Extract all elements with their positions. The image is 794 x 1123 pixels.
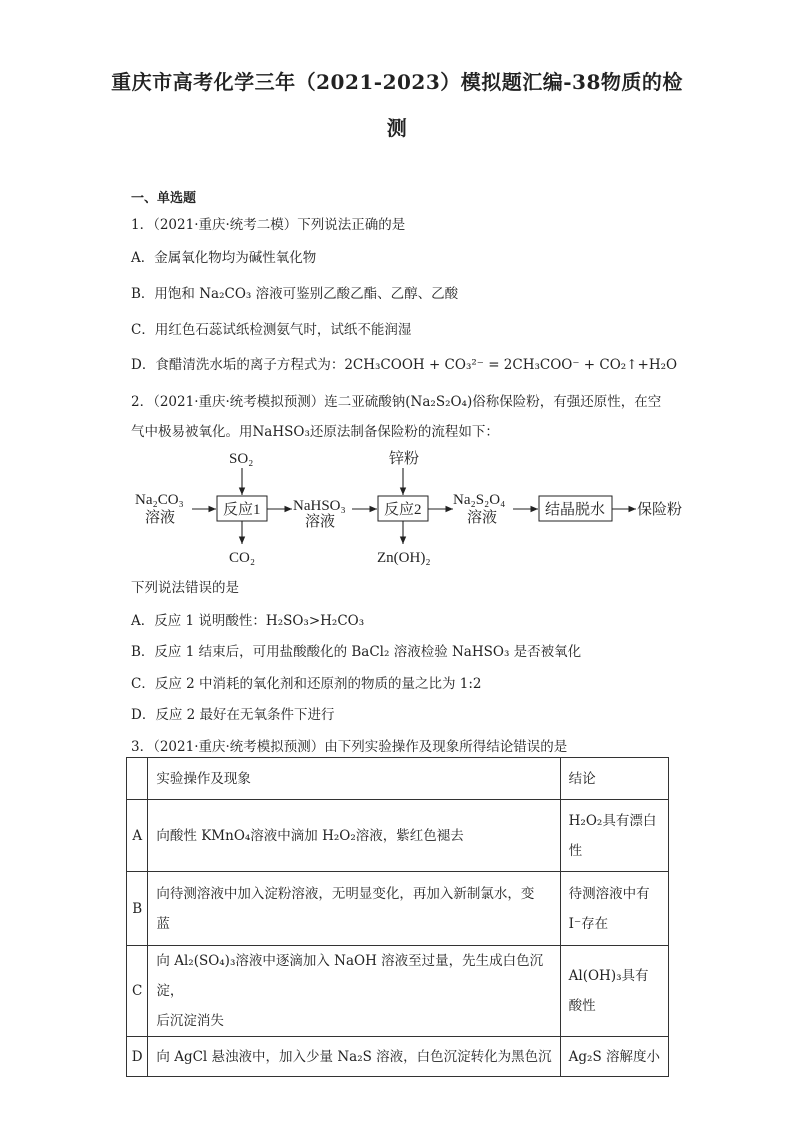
table-row xyxy=(127,872,669,946)
q1-option-a: A．金属氧化物均为碱性氧化物 xyxy=(131,250,317,266)
q2-stem-line2: 气中极易被氧化。用NaHSO₃还原法制备保险粉的流程如下： xyxy=(131,424,499,440)
q1-option-d: D．食醋清洗水垢的离子方程式为：2CH₃COOH + CO₃²⁻ = 2CH₃COO⁻ + CO₂↑+H₂O xyxy=(131,357,678,373)
q3-table xyxy=(126,757,669,1077)
q1-option-c: C．用红色石蕊试纸检测氨气时，试纸不能润湿 xyxy=(131,322,412,338)
row-conclusion-line1: Al(OH)₃具有 xyxy=(568,968,649,984)
q3-stem: 3．（2021·重庆·统考模拟预测）由下列实验操作及现象所得结论错误的是 xyxy=(131,739,568,755)
flow-box3-label: 结晶脱水 xyxy=(545,502,606,518)
process-flow-diagram xyxy=(130,446,690,570)
flow-mid1-top: NaHSO₃ xyxy=(293,498,346,514)
row-operation-line1: 向待测溶液中加入淀粉溶液，无明显变化，再加入新制氯水，变 xyxy=(156,885,535,902)
flow-start-bottom: 溶液 xyxy=(145,510,176,526)
flow-box2-output: Zn(OH)₂ xyxy=(377,550,431,566)
table-header-key xyxy=(127,758,148,800)
row-operation-line2: 蓝 xyxy=(156,915,170,932)
page-title-line2: 测 xyxy=(386,116,408,140)
q2-option-c: C．反应 2 中消耗的氧化剂和还原剂的物质的量之比为 1:2 xyxy=(131,676,482,692)
row-operation: 向 AgCl 悬浊液中，加入少量 Na₂S 溶液，白色沉淀转化为黑色沉 xyxy=(148,1037,560,1077)
row-operation-line1: 向 Al₂(SO₄)₃溶液中逐滴加入 NaOH 溶液至过量，先生成白色沉淀， xyxy=(156,953,544,999)
table-header-operation: 实验操作及现象 xyxy=(148,758,560,800)
flow-box1-output: CO₂ xyxy=(229,550,256,566)
table-header-row xyxy=(127,758,669,800)
row-conclusion-line2: 性 xyxy=(568,842,583,859)
row-conclusion xyxy=(560,946,668,1037)
flow-mid1-bottom: 溶液 xyxy=(305,514,336,530)
row-conclusion xyxy=(560,800,668,872)
row-conclusion-line2: I⁻存在 xyxy=(568,915,609,932)
table-row xyxy=(127,946,669,1037)
row-conclusion-line1: H₂O₂具有漂白 xyxy=(568,812,657,829)
row-conclusion-line1: 待测溶液中有 xyxy=(568,885,650,902)
q2-ask: 下列说法错误的是 xyxy=(131,580,239,596)
q2-option-d: D．反应 2 最好在无氧条件下进行 xyxy=(131,707,335,723)
flow-mid2-top: Na₂S₂O₄ xyxy=(453,492,506,508)
flow-box1-label: 反应1 xyxy=(223,502,261,518)
row-conclusion xyxy=(560,872,668,946)
flow-box2-input: 锌粉 xyxy=(389,451,420,467)
q2-option-b: B．反应 1 结束后，可用盐酸酸化的 BaCl₂ 溶液检验 NaHSO₃ 是否被氧化 xyxy=(131,644,582,660)
q2-stem-line1: 2．（2021·重庆·统考模拟预测）连二亚硫酸钠(Na₂S₂O₄)俗称保险粉，有强还原性，在空 xyxy=(131,394,662,410)
row-conclusion: Ag₂S 溶解度小 xyxy=(560,1037,668,1077)
section-heading: 一、单选题 xyxy=(131,191,197,206)
row-key: D xyxy=(127,1037,148,1077)
page-title-line1: 重庆市高考化学三年（2021-2023）模拟题汇编-38物质的检 xyxy=(111,70,683,94)
flow-end: 保险粉 xyxy=(637,502,683,518)
flow-box1-input: SO₂ xyxy=(229,451,254,467)
row-key: C xyxy=(127,946,148,1037)
row-key: B xyxy=(127,872,148,946)
row-operation xyxy=(148,946,560,1037)
row-operation xyxy=(148,872,560,946)
row-operation: 向酸性 KMnO₄溶液中滴加 H₂O₂溶液，紫红色褪去 xyxy=(148,800,560,872)
row-operation-line2: 后沉淀消失 xyxy=(156,1013,224,1029)
table-row xyxy=(127,800,669,872)
row-key: A xyxy=(127,800,148,872)
row-conclusion-line2: 酸性 xyxy=(568,998,596,1014)
table-header-conclusion: 结论 xyxy=(560,758,668,800)
table-row xyxy=(127,1037,669,1077)
q2-option-a: A．反应 1 说明酸性：H₂SO₃>H₂CO₃ xyxy=(131,613,365,629)
flow-start-top: Na₂CO₃ xyxy=(135,492,184,508)
q1-stem: 1．（2021·重庆·统考二模）下列说法正确的是 xyxy=(131,217,406,233)
flow-mid2-bottom: 溶液 xyxy=(467,510,498,526)
q1-option-b: B．用饱和 Na₂CO₃ 溶液可鉴别乙酸乙酯、乙醇、乙酸 xyxy=(131,286,459,302)
flow-box2-label: 反应2 xyxy=(384,502,422,518)
